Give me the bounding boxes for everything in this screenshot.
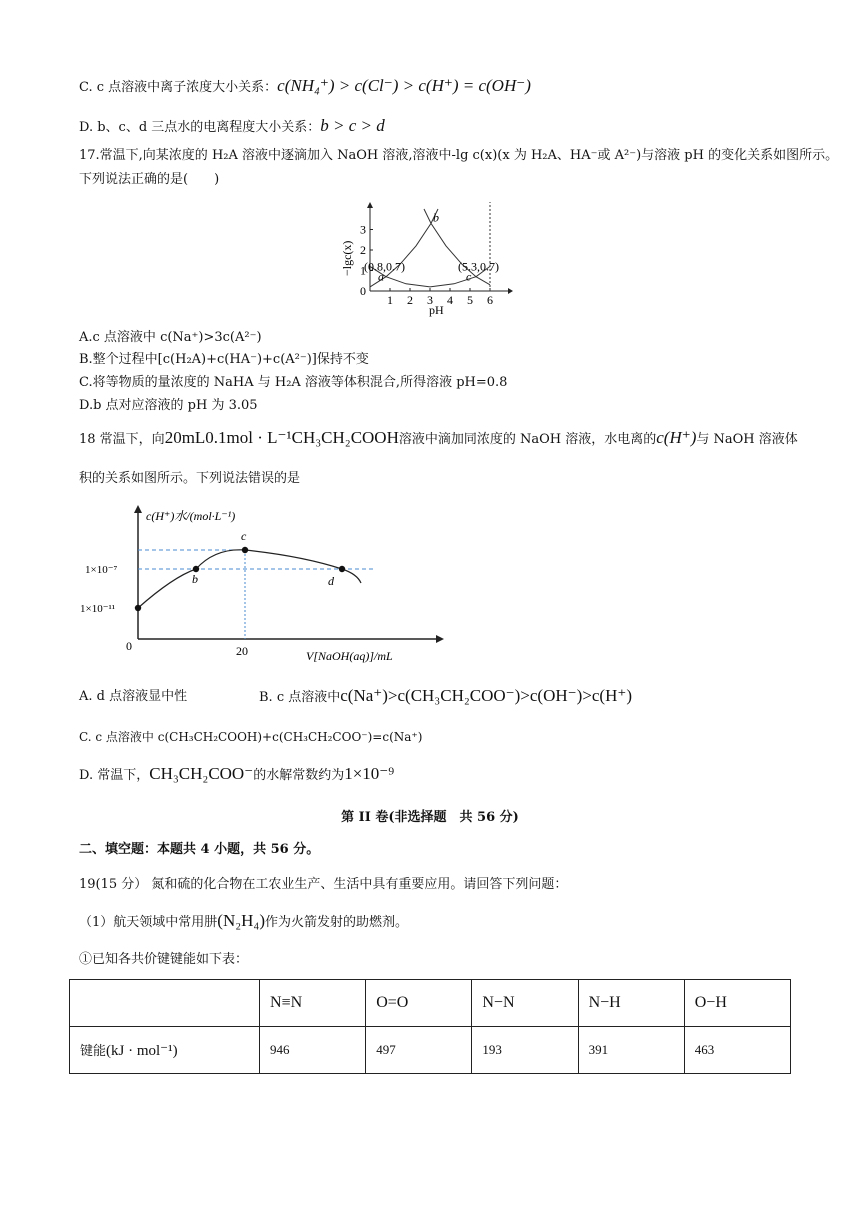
q17-stem: 17.常温下,向某浓度的 H₂A 溶液中逐滴加入 NaOH 溶液,溶液中-lg c(x)(x 为 H₂A、HA⁻或 A²⁻)与溶液 pH 的变化关系如图所示。 bbox=[79, 148, 839, 163]
table-cell: 391 bbox=[578, 1027, 684, 1074]
table-cell: 193 bbox=[472, 1027, 578, 1074]
q18-option-b: B. c 点溶液中c(Na⁺)>c(CH₃CH₂COO⁻)>c(OH⁻)>c(H⁺) bbox=[259, 686, 632, 705]
table-row-label: 键能(kJ · mol⁻¹) bbox=[70, 1027, 260, 1074]
q18-ylabel: c(H⁺)水/(mol·L⁻¹) bbox=[146, 509, 236, 523]
q18-stem-2: 积的关系如图所示。下列说法错误的是 bbox=[79, 471, 301, 486]
point-label-a: a bbox=[378, 269, 384, 284]
x-axis-arrow bbox=[508, 288, 513, 294]
table-header-row bbox=[70, 980, 791, 1027]
point-label-b: b bbox=[192, 572, 198, 586]
q17-option-b: B.整个过程中[c(H₂A)+c(HA⁻)+c(A²⁻)]保持不变 bbox=[79, 352, 369, 367]
table-header-cell: O=O bbox=[366, 980, 472, 1027]
y-tick-label: 0 bbox=[360, 284, 366, 298]
q16-option-d: D. b、c、d 三点水的电离程度大小关系：b > c > d bbox=[79, 116, 385, 135]
table-cell: 946 bbox=[260, 1027, 366, 1074]
data-point-d bbox=[339, 566, 345, 572]
x-tick-label: 3 bbox=[427, 293, 433, 307]
q18-stem: 18 常温下，向20mL0.1mol · L⁻¹CH₃CH₂COOH溶液中滴加同浓度的 NaOH 溶液，水电离的c(H⁺)与 NaOH 溶液体 bbox=[79, 428, 798, 447]
q17-option-a: A.c 点溶液中 c(Na⁺)>3c(A²⁻) bbox=[79, 330, 262, 345]
q17-stem-2: 下列说法正确的是( ) bbox=[79, 172, 220, 187]
q17-ylabel: −lgc(x) bbox=[340, 240, 354, 276]
q19-stem: 19(15 分） 氮和硫的化合物在工农业生产、生活中具有重要应用。请回答下列问题： bbox=[79, 877, 568, 892]
point-label-c: c bbox=[466, 269, 472, 284]
origin-label: 0 bbox=[126, 639, 132, 653]
q17-option-c: C.将等物质的量浓度的 NaHA 与 H₂A 溶液等体积混合,所得溶液 pH=0.8 bbox=[79, 375, 508, 390]
x-tick-label: 2 bbox=[407, 293, 413, 307]
q18-option-c: C. c 点溶液中 c(CH₃CH₂COOH)+c(CH₃CH₂COO⁻)=c(Na⁺) bbox=[79, 730, 423, 744]
q17-xlabel: pH bbox=[429, 303, 444, 317]
q17-chart bbox=[335, 198, 525, 328]
q19-part1: （1）航天领域中常用肼(N₂H₄)作为火箭发射的助燃剂。 bbox=[79, 911, 409, 930]
y-tick-label: 3 bbox=[360, 222, 366, 237]
x-tick-label: 6 bbox=[487, 293, 493, 307]
table-header-cell: N−H bbox=[578, 980, 684, 1027]
y-axis-arrow bbox=[134, 505, 142, 513]
part2-heading: 第 II 卷(非选择题 共 56 分) bbox=[341, 810, 519, 825]
y-tick-label: 1×10⁻⁷ bbox=[85, 564, 118, 576]
x-axis-arrow bbox=[436, 635, 444, 643]
q17-option-d: D.b 点对应溶液的 pH 为 3.05 bbox=[79, 398, 258, 413]
section-heading: 二、填空题：本题共 4 小题，共 56 分。 bbox=[79, 842, 320, 857]
table-row bbox=[70, 1027, 791, 1074]
table-header-cell: N−N bbox=[472, 980, 578, 1027]
point-label: (5.3,0.7) bbox=[458, 259, 499, 274]
table-cell: 463 bbox=[684, 1027, 790, 1074]
x-tick-label: 1 bbox=[387, 293, 393, 307]
x-tick-label: 5 bbox=[467, 293, 473, 307]
point-label: (0.8,0.7) bbox=[364, 259, 405, 274]
data-point-c bbox=[242, 547, 248, 553]
q18-option-d: D. 常温下，CH₃CH₂COO⁻的水解常数约为1×10⁻⁹ bbox=[79, 764, 395, 783]
q18-xlabel: V[NaOH(aq)]/mL bbox=[306, 649, 393, 663]
x-tick-label: 4 bbox=[447, 293, 453, 307]
point-label-c: c bbox=[241, 529, 247, 543]
y-tick-label: 2 bbox=[360, 243, 366, 257]
table-header-cell bbox=[70, 980, 260, 1027]
q19-part1-a: ①已知各共价键键能如下表： bbox=[79, 952, 249, 967]
y-axis-arrow bbox=[367, 202, 373, 208]
point-label-b: b bbox=[433, 210, 439, 225]
y-tick-label: 1 bbox=[360, 263, 366, 278]
bond-energy-table bbox=[69, 979, 791, 1074]
x-tick-label: 20 bbox=[236, 644, 248, 658]
data-point bbox=[135, 605, 141, 611]
y-tick-label: 1×10⁻¹¹ bbox=[80, 603, 116, 615]
q18-chart bbox=[76, 503, 446, 663]
table-cell: 497 bbox=[366, 1027, 472, 1074]
point-label-d: d bbox=[328, 574, 334, 588]
q18-option-a: A. d 点溶液显中性 bbox=[79, 689, 188, 704]
table-header-cell: N≡N bbox=[260, 980, 366, 1027]
table-header-cell: O−H bbox=[684, 980, 790, 1027]
q16-option-c: C. c 点溶液中离子浓度大小关系：c(NH₄⁺) > c(Cl⁻) > c(H⁺) = c(OH⁻) bbox=[79, 76, 531, 95]
